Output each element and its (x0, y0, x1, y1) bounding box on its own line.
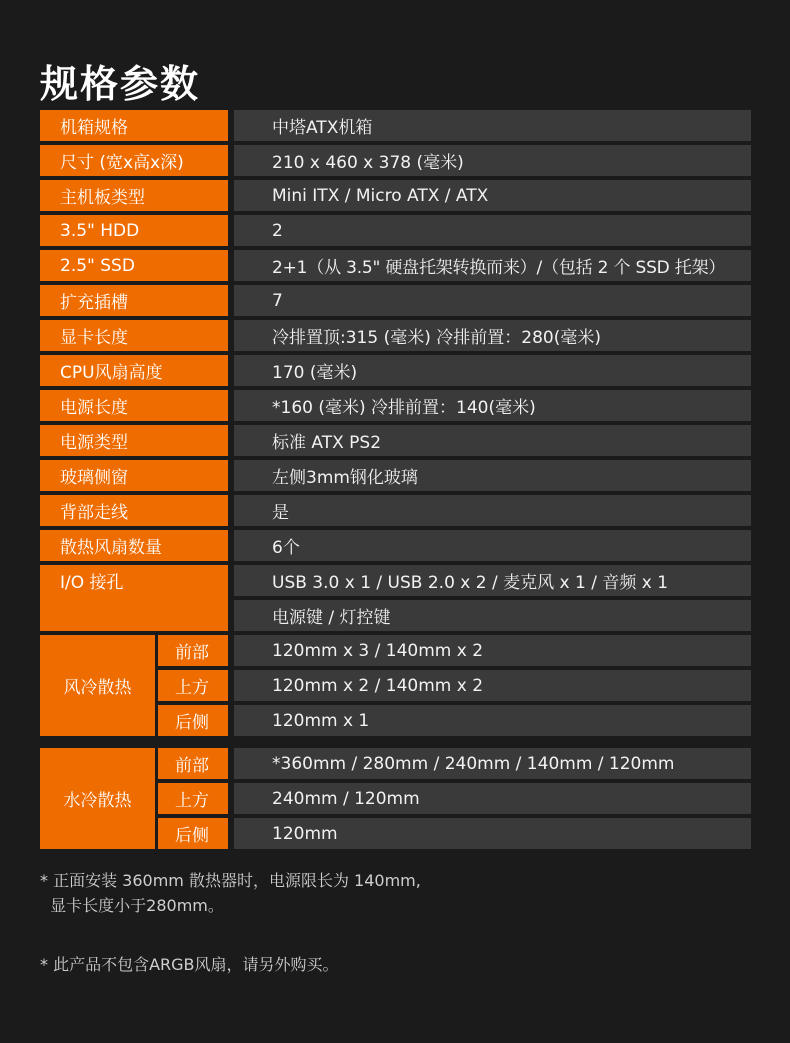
air-cooling-front-label: 前部 (158, 635, 228, 666)
spec-label-air-cooling: 风冷散热 (40, 635, 155, 736)
page-title: 规格参数 (40, 62, 201, 106)
spec-value-io-ports: USB 3.0 x 1 / USB 2.0 x 2 / 麦克风 x 1 / 音频 x 1 (234, 565, 751, 596)
spec-value-cpu-cooler-height: 170 (毫米) (234, 355, 751, 386)
spec-label-cpu-cooler-height: CPU风扇高度 (40, 355, 228, 386)
air-cooling-rear-value: 120mm x 1 (234, 705, 751, 736)
air-cooling-rear-label: 后侧 (158, 705, 228, 736)
spec-label-psu-type: 电源类型 (40, 425, 228, 456)
spec-label-water-cooling: 水冷散热 (40, 748, 155, 849)
spec-value-expansion-slots: 7 (234, 285, 751, 316)
spec-label-side-window: 玻璃侧窗 (40, 460, 228, 491)
spec-label-ssd: 2.5" SSD (40, 250, 228, 281)
air-cooling-front-value: 120mm x 3 / 140mm x 2 (234, 635, 751, 666)
spec-label-motherboard: 主机板类型 (40, 180, 228, 211)
footnote-gpu-limit: 显卡长度小于280mm。 (40, 896, 224, 915)
air-cooling-top-value: 120mm x 2 / 140mm x 2 (234, 670, 751, 701)
spec-value-hdd: 2 (234, 215, 751, 246)
spec-value-psu-length: *160 (毫米) 冷排前置：140(毫米) (234, 390, 751, 421)
water-cooling-top-value: 240mm / 120mm (234, 783, 751, 814)
water-cooling-front-label: 前部 (158, 748, 228, 779)
water-cooling-rear-value: 120mm (234, 818, 751, 849)
spec-value-motherboard: Mini ITX / Micro ATX / ATX (234, 180, 751, 211)
spec-label-io: I/O 接孔 (40, 565, 228, 631)
spec-label-hdd: 3.5" HDD (40, 215, 228, 246)
water-cooling-table (40, 748, 751, 849)
spec-label-expansion-slots: 扩充插槽 (40, 285, 228, 316)
spec-label-psu-length: 电源长度 (40, 390, 228, 421)
water-cooling-rear-label: 后侧 (158, 818, 228, 849)
footnotes (40, 868, 421, 977)
spec-value-case-type: 中塔ATX机箱 (234, 110, 751, 141)
water-cooling-front-value: *360mm / 280mm / 240mm / 140mm / 120mm (234, 748, 751, 779)
spec-label-cable-management: 背部走线 (40, 495, 228, 526)
footnote-psu-limit: * 正面安装 360mm 散热器时，电源限长为 140mm, (40, 871, 421, 890)
spec-label-fan-count: 散热风扇数量 (40, 530, 228, 561)
footnote-argb: * 此产品不包含ARGB风扇，请另外购买。 (40, 955, 339, 974)
spec-value-cable-management: 是 (234, 495, 751, 526)
spec-value-ssd: 2+1（从 3.5" 硬盘托架转换而来）/（包括 2 个 SSD 托架） (234, 250, 751, 281)
spec-label-gpu-length: 显卡长度 (40, 320, 228, 351)
water-cooling-top-label: 上方 (158, 783, 228, 814)
spec-label-dimensions: 尺寸 (宽x高x深) (40, 145, 228, 176)
spec-label-case-type: 机箱规格 (40, 110, 228, 141)
air-cooling-top-label: 上方 (158, 670, 228, 701)
spec-table (40, 110, 751, 736)
spec-value-dimensions: 210 x 460 x 378 (毫米) (234, 145, 751, 176)
spec-value-side-window: 左侧3mm钢化玻璃 (234, 460, 751, 491)
spec-value-fan-count: 6个 (234, 530, 751, 561)
spec-value-gpu-length: 冷排置顶:315 (毫米) 冷排前置：280(毫米) (234, 320, 751, 351)
spec-value-io-buttons: 电源键 / 灯控键 (234, 600, 751, 631)
spec-value-psu-type: 标准 ATX PS2 (234, 425, 751, 456)
